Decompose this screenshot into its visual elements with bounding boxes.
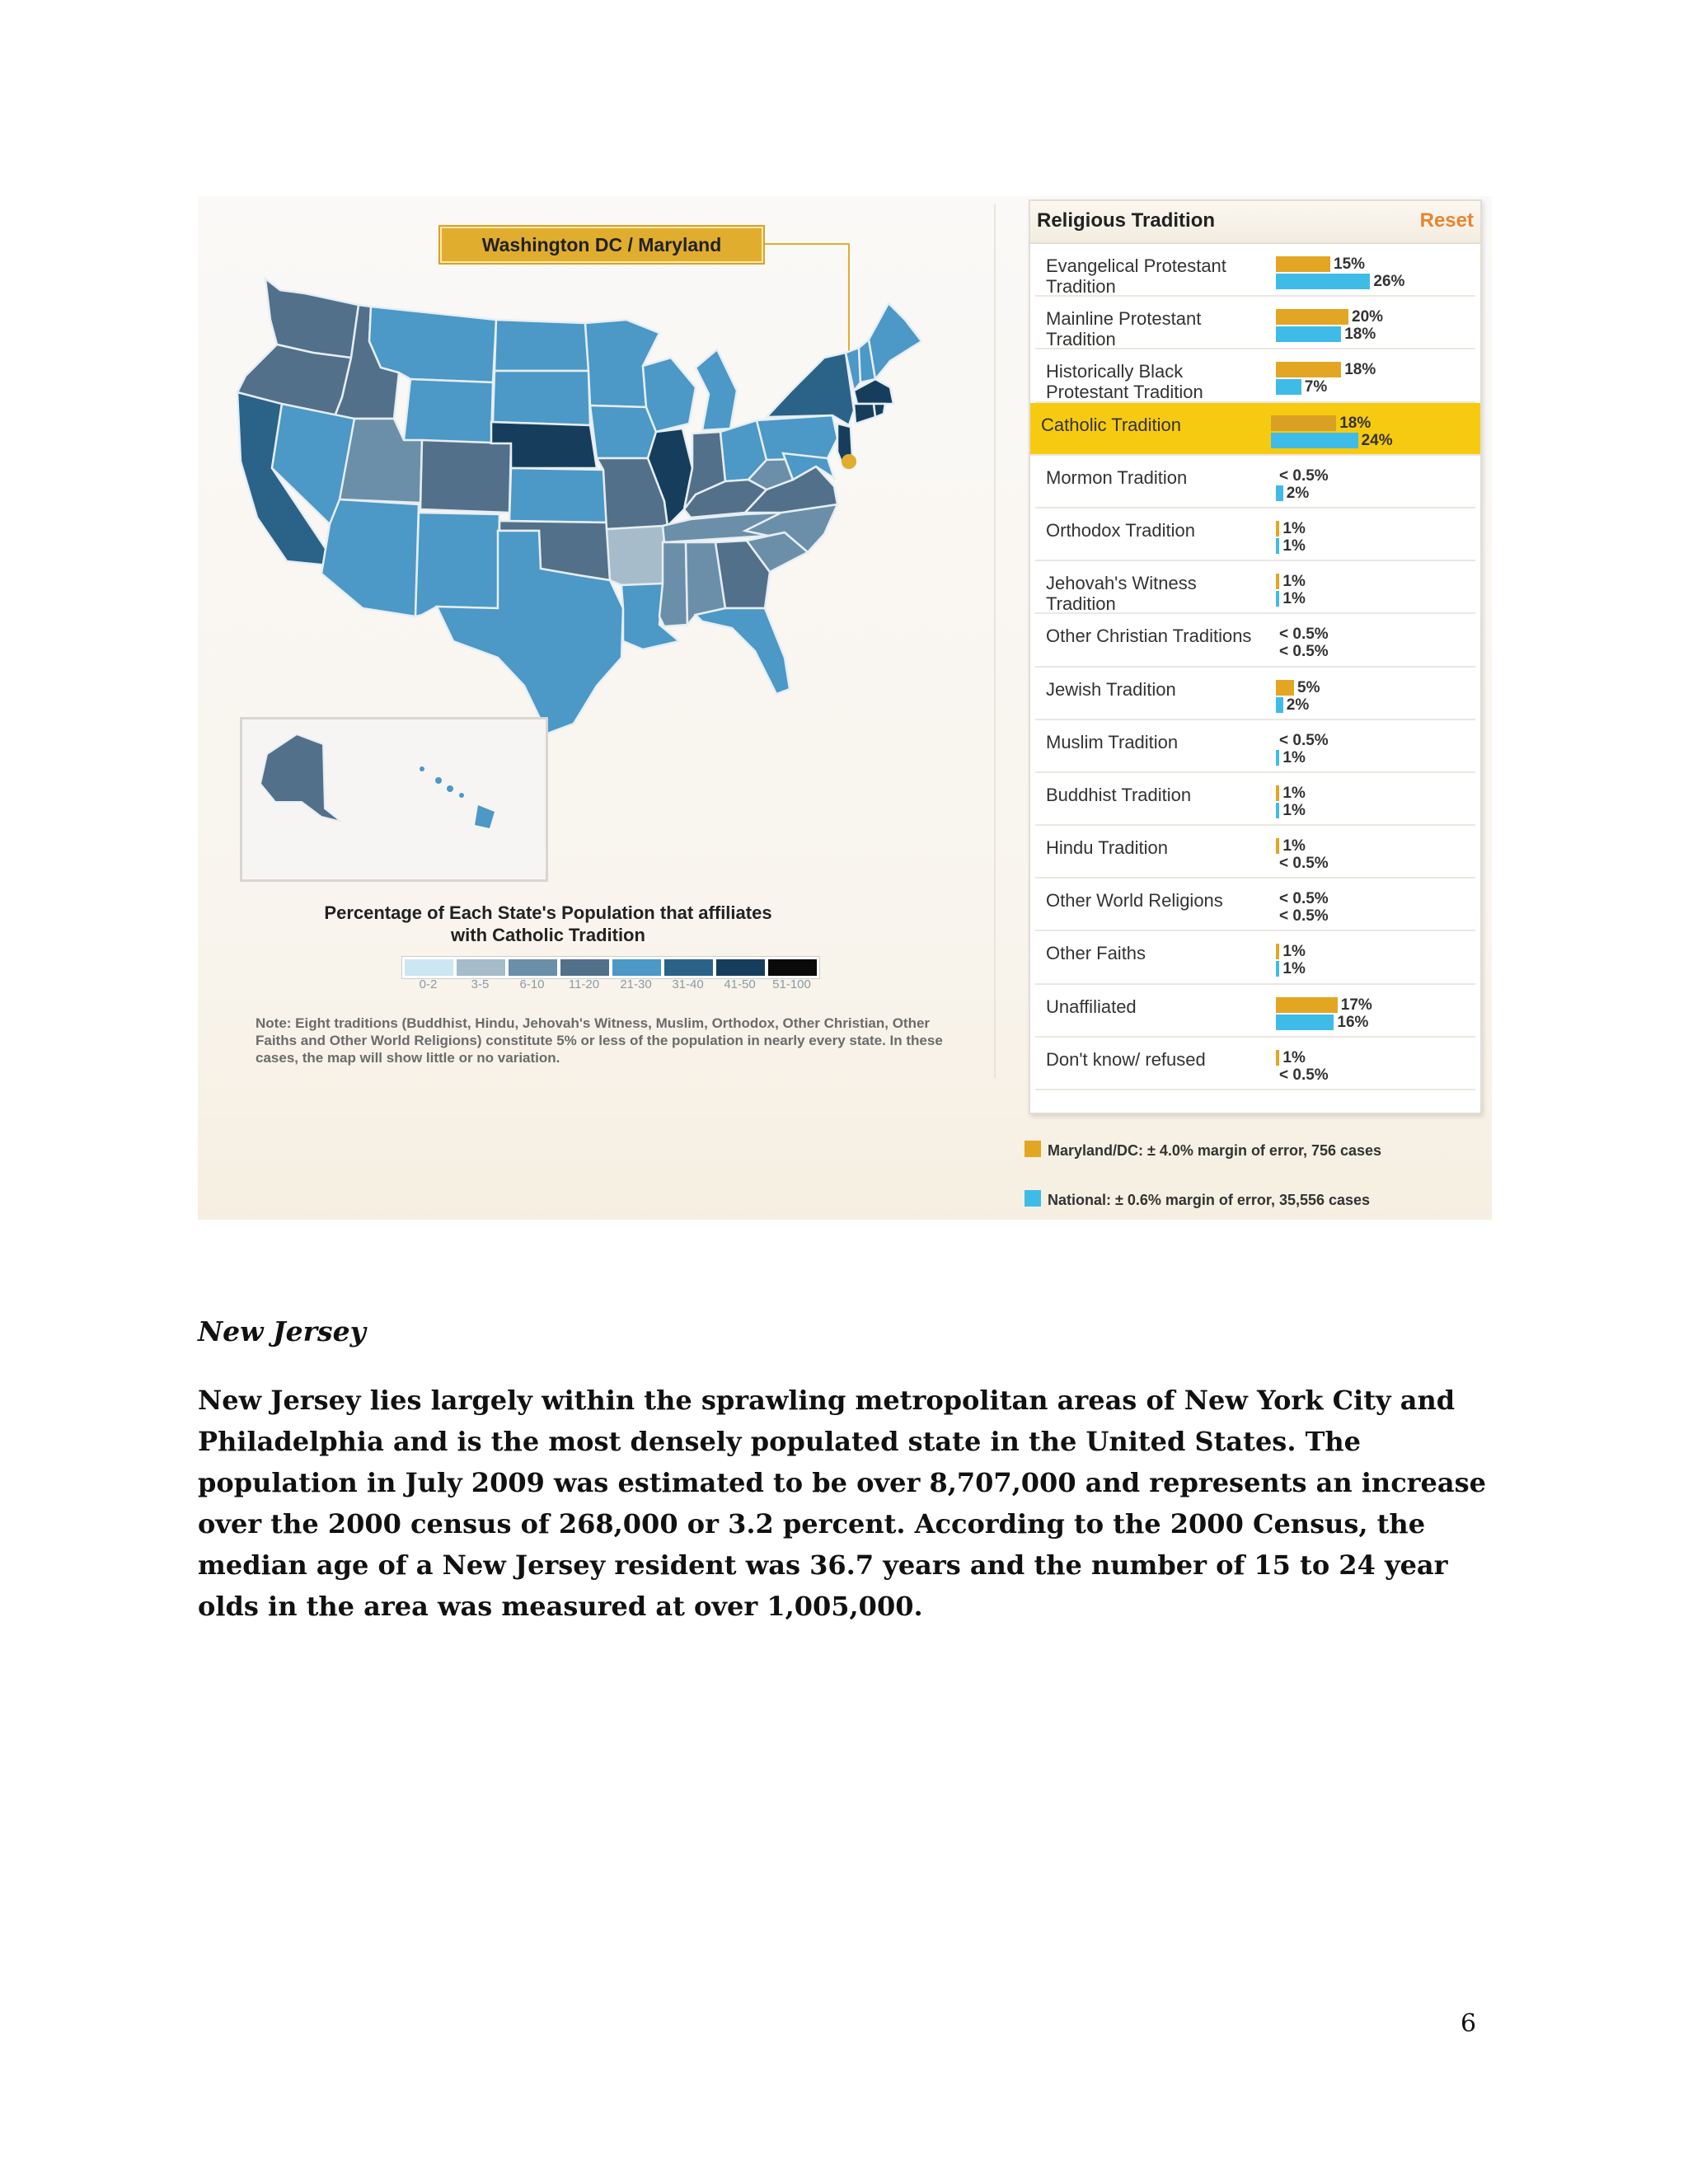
- maryland-dc-value: 5%: [1297, 678, 1320, 696]
- state-connecticut[interactable]: [854, 404, 875, 424]
- legend-range-label: 41-50: [724, 977, 756, 991]
- national-swatch: [1025, 1190, 1041, 1207]
- state-pennsylvania[interactable]: [757, 415, 837, 460]
- state-alaska[interactable]: [260, 734, 341, 822]
- state-rhode-island[interactable]: [874, 404, 885, 417]
- national-value: < 0.5%: [1279, 907, 1329, 926]
- tradition-bars: [1276, 943, 1306, 977]
- national-value: 26%: [1373, 273, 1405, 290]
- maryland-dc-value: 18%: [1344, 361, 1376, 379]
- tradition-list: [1030, 244, 1480, 1090]
- state-kansas[interactable]: [509, 468, 607, 523]
- national-value: 24%: [1361, 431, 1393, 449]
- national-bar: [1276, 1015, 1334, 1030]
- section-heading: New Jersey: [198, 1315, 366, 1347]
- tradition-bars: [1276, 467, 1329, 502]
- legend-title: Percentage of Each State's Population that affiliates with Catholic Tradition: [324, 902, 772, 945]
- maryland-dc-value: 18%: [1339, 414, 1372, 432]
- state-arizona[interactable]: [321, 499, 419, 616]
- tradition-name: Mormon Tradition: [1046, 466, 1188, 488]
- tradition-bars: [1276, 626, 1329, 660]
- tradition-row[interactable]: [1035, 931, 1475, 984]
- maryland-dc-value: 1%: [1282, 784, 1306, 802]
- maryland-dc-value: 20%: [1352, 308, 1384, 326]
- maryland-dc-value: < 0.5%: [1279, 466, 1329, 485]
- national-value: 2%: [1286, 484, 1310, 502]
- tradition-bars: [1271, 415, 1393, 449]
- national-key-label: National: ± 0.6% margin of error, 35,556 cases: [1048, 1192, 1371, 1208]
- national-value: 18%: [1344, 326, 1376, 344]
- national-value: 2%: [1286, 696, 1310, 714]
- tradition-name: Catholic Tradition: [1041, 414, 1181, 435]
- map-note: Note: Eight traditions (Buddhist, Hindu, Jehovah's Witness, Muslim, Orthodox, Other Christian, Other Faiths and Other World Religions) constitute 5% or less of the population in nearly every state. In these cases, the map will show little or no variation.: [256, 1015, 943, 1066]
- tradition-name: Mainline Protestant Tradition: [1046, 308, 1202, 350]
- legend-swatch: [457, 959, 505, 976]
- maryland-dc-value: 1%: [1282, 519, 1306, 537]
- tradition-row[interactable]: [1035, 985, 1475, 1038]
- legend-range-labels: [404, 977, 816, 991]
- state-hawaii[interactable]: [420, 766, 495, 828]
- legend-swatch: [560, 959, 609, 976]
- tradition-name: Other World Religions: [1046, 890, 1223, 912]
- maryland-dc-bar: [1276, 574, 1279, 589]
- state-iowa[interactable]: [590, 405, 656, 458]
- tradition-name: Hindu Tradition: [1046, 837, 1168, 859]
- tradition-bars: [1276, 520, 1306, 555]
- maryland-dc-bar: [1271, 415, 1336, 431]
- state-south-dakota[interactable]: [493, 371, 590, 425]
- tradition-bars: [1276, 679, 1320, 714]
- maryland-dc-key-label: Maryland/DC: ± 4.0% margin of error, 756 cases: [1048, 1142, 1382, 1159]
- tradition-bars: [1276, 308, 1383, 343]
- legend-range-label: 21-30: [620, 977, 652, 991]
- legend-range-label: 51-100: [772, 977, 811, 991]
- tradition-name: Other Christian Traditions: [1046, 626, 1252, 647]
- national-bar: [1276, 326, 1341, 342]
- state-wyoming[interactable]: [404, 379, 493, 443]
- key-national: [1025, 1192, 1381, 1241]
- tradition-name: Jehovah's Witness Tradition: [1046, 573, 1197, 615]
- legend-swatch: [716, 959, 765, 976]
- tradition-name: Historically Black Protestant Tradition: [1046, 361, 1203, 403]
- key-maryland-dc: [1025, 1142, 1381, 1192]
- maryland-dc-bar: [1276, 785, 1279, 801]
- section-body-text: New Jersey lies largely within the sprawling metropolitan areas of New York City and Philadelphia and is the most densely populated state in the United States. The population in July 2009 was estimated to be over 8,707,000 and represents an increase over the 2000 census of 268,000 or 3.2 percent. According to the 2000 Census, the median age of a New Jersey resident was 36.7 years and the number of 15 to 24 year olds in the area was measured at over 1,005,000.: [198, 1385, 1486, 1622]
- legend-range-label: 0-2: [419, 977, 438, 991]
- tradition-row[interactable]: [1035, 561, 1475, 614]
- maryland-dc-value: 1%: [1282, 837, 1306, 855]
- panel-title: Religious Tradition: [1037, 209, 1216, 232]
- national-value: 1%: [1282, 960, 1306, 978]
- maryland-dc-value: < 0.5%: [1279, 890, 1329, 908]
- maryland-dc-bar: [1276, 997, 1338, 1013]
- national-value: 16%: [1337, 1013, 1369, 1031]
- national-bar: [1276, 697, 1283, 713]
- tradition-bars: [1276, 890, 1329, 925]
- tradition-bars: [1276, 785, 1306, 819]
- state-new-york[interactable]: [767, 353, 854, 425]
- maryland-dc-value: 15%: [1334, 255, 1366, 273]
- tradition-row[interactable]: [1035, 297, 1475, 349]
- state-mississippi[interactable]: [659, 542, 687, 626]
- map-panel-divider: [994, 204, 996, 1078]
- tradition-row[interactable]: [1035, 509, 1475, 561]
- tradition-name: Buddhist Tradition: [1046, 784, 1192, 805]
- tradition-name: Don't know/ refused: [1046, 1048, 1206, 1070]
- tradition-name: Jewish Tradition: [1046, 678, 1176, 700]
- maryland-dc-swatch: [1025, 1141, 1041, 1157]
- tradition-row[interactable]: [1035, 244, 1475, 297]
- national-bar: [1276, 379, 1301, 395]
- tradition-row[interactable]: [1035, 879, 1475, 931]
- tradition-bars: [1276, 361, 1376, 396]
- maryland-dc-value: 1%: [1282, 1048, 1306, 1066]
- legend-color-scale: [401, 956, 820, 979]
- tradition-bars: [1276, 837, 1329, 872]
- state-michigan[interactable]: [696, 349, 737, 430]
- maryland-dc-bar: [1276, 521, 1279, 537]
- national-value: < 0.5%: [1279, 643, 1329, 661]
- national-bar: [1276, 961, 1279, 977]
- state-colorado[interactable]: [420, 440, 511, 513]
- legend-range-label: 11-20: [568, 977, 600, 991]
- state-florida[interactable]: [696, 608, 790, 694]
- tradition-bars: [1276, 996, 1372, 1031]
- religious-tradition-figure: [198, 196, 1492, 1220]
- legend-swatch: [509, 959, 557, 976]
- maryland-dc-bar: [1276, 362, 1341, 377]
- alaska-hawaii-inset: [240, 717, 548, 882]
- maryland-dc-value: 1%: [1282, 943, 1306, 961]
- national-bar: [1276, 538, 1279, 554]
- state-arkansas[interactable]: [607, 526, 664, 585]
- tradition-row[interactable]: [1035, 456, 1475, 509]
- maryland-dc-value: < 0.5%: [1279, 626, 1329, 644]
- maryland-dc-bar: [1276, 1050, 1279, 1066]
- religious-tradition-panel: [1029, 199, 1482, 1114]
- national-bar: [1276, 274, 1370, 289]
- national-value: 7%: [1304, 378, 1328, 396]
- tradition-name: Other Faiths: [1046, 943, 1146, 964]
- legend-swatch: [405, 959, 453, 976]
- reset-button[interactable]: Reset: [1419, 209, 1474, 232]
- map-callout-label: Washington DC / Maryland: [440, 227, 763, 263]
- comparison-key: [1025, 1142, 1381, 1241]
- page-number: 6: [1461, 2009, 1477, 2038]
- legend-swatch: [768, 959, 817, 976]
- tradition-row[interactable]: [1035, 614, 1475, 667]
- national-bar: [1276, 803, 1279, 818]
- state-wisconsin[interactable]: [643, 358, 696, 432]
- maryland-dc-bar: [1276, 944, 1279, 959]
- national-value: 1%: [1282, 537, 1306, 555]
- tradition-bars: [1276, 573, 1306, 607]
- maryland-dc-bar: [1276, 256, 1330, 272]
- tradition-row[interactable]: [1035, 1038, 1475, 1090]
- tradition-row[interactable]: [1035, 826, 1475, 879]
- maryland-dc-value: 17%: [1340, 996, 1372, 1014]
- national-bar: [1276, 485, 1283, 501]
- maryland-dc-value: 1%: [1282, 573, 1306, 591]
- tradition-bars: [1276, 732, 1329, 766]
- state-new-mexico[interactable]: [415, 513, 499, 616]
- maryland-dc-bar: [1276, 309, 1348, 325]
- legend-swatch: [664, 959, 713, 976]
- tradition-bars: [1276, 255, 1404, 290]
- national-value: < 0.5%: [1279, 1066, 1329, 1084]
- tradition-row[interactable]: [1030, 403, 1480, 456]
- tradition-name: Muslim Tradition: [1046, 731, 1179, 752]
- legend-range-label: 3-5: [471, 977, 490, 991]
- tradition-row[interactable]: [1035, 720, 1475, 773]
- state-north-dakota[interactable]: [495, 320, 588, 371]
- national-bar: [1271, 433, 1358, 448]
- legend-swatch: [612, 959, 661, 976]
- legend-range-label: 6-10: [519, 977, 545, 991]
- us-map-area: [198, 196, 1022, 1220]
- state-maine[interactable]: [869, 303, 921, 379]
- maryland-dc-bar: [1276, 838, 1279, 854]
- national-value: 1%: [1282, 590, 1306, 608]
- tradition-name: Evangelical Protestant Tradition: [1046, 255, 1226, 297]
- legend-range-label: 31-40: [672, 977, 704, 991]
- maryland-dc-value: < 0.5%: [1279, 731, 1329, 749]
- national-bar: [1276, 750, 1279, 766]
- maryland-dc-bar: [1276, 680, 1294, 696]
- tradition-row[interactable]: [1035, 773, 1475, 826]
- tradition-row[interactable]: [1035, 349, 1475, 402]
- tradition-name: Orthodox Tradition: [1046, 519, 1195, 541]
- tradition-row[interactable]: [1035, 668, 1475, 720]
- tradition-bars: [1276, 1049, 1329, 1084]
- national-value: 1%: [1282, 748, 1306, 766]
- panel-header: [1030, 201, 1480, 244]
- callout-marker-top: [842, 454, 856, 469]
- national-value: < 0.5%: [1279, 855, 1329, 873]
- national-value: 1%: [1282, 801, 1306, 819]
- tradition-name: Unaffiliated: [1046, 996, 1137, 1017]
- national-bar: [1276, 591, 1279, 607]
